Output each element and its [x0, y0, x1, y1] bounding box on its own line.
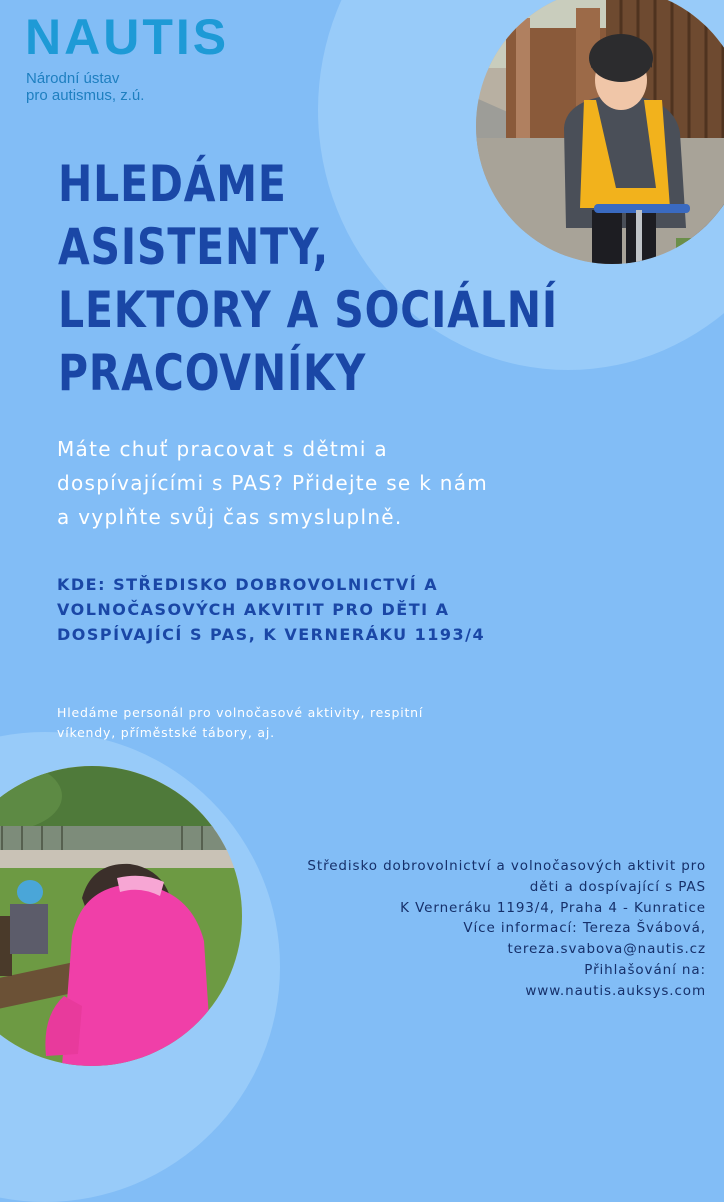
- logo-subtitle-line-1: Národní ústav: [26, 70, 120, 87]
- nautis-logo: NAUTIS: [25, 9, 230, 65]
- contact-website[interactable]: www.nautis.auksys.com: [525, 982, 706, 999]
- contact-info: [307, 856, 706, 1002]
- contact-signup-label: Přihlašování na:: [584, 961, 706, 978]
- contact-address: K Verneráku 1193/4, Praha 4 - Kunratice: [400, 899, 706, 916]
- contact-org-line-1: Středisko dobrovolnictví a volnočasových aktivit pro: [307, 858, 706, 874]
- intro-paragraph: Máte chuť pracovat s dětmi a dospívajícími s PAS? Přidejte se k nám a vyplňte svůj čas smysluplně.: [57, 437, 489, 529]
- contact-email[interactable]: tereza.svabova@nautis.cz: [507, 941, 706, 958]
- logo-subtitle-line-2: pro autismus, z.ú.: [26, 87, 145, 104]
- contact-org-line-2: děti a dospívající s PAS: [529, 878, 706, 895]
- headline-line-4: PRACOVNÍKY: [58, 344, 367, 402]
- headline-line-1: HLEDÁME: [58, 155, 287, 213]
- headline: [58, 153, 648, 405]
- positions-text: Hledáme personál pro volnočasové aktivity, respitní víkendy, příměstské tábory, aj.: [57, 705, 424, 740]
- headline-line-3: LEKTORY A SOCIÁLNÍ: [58, 281, 558, 339]
- contact-info-line: Více informací: Tereza Švábová,: [463, 920, 706, 937]
- headline-line-2: ASISTENTY,: [58, 218, 329, 276]
- location-text: KDE: STŘEDISKO DOBROVOLNICTVÍ A VOLNOČASOVÝCH AKVITIT PRO DĚTI A DOSPÍVAJÍCÍ S PAS, K VERNERÁKU 1193/4: [57, 575, 486, 644]
- logo-subtitle: [26, 70, 144, 104]
